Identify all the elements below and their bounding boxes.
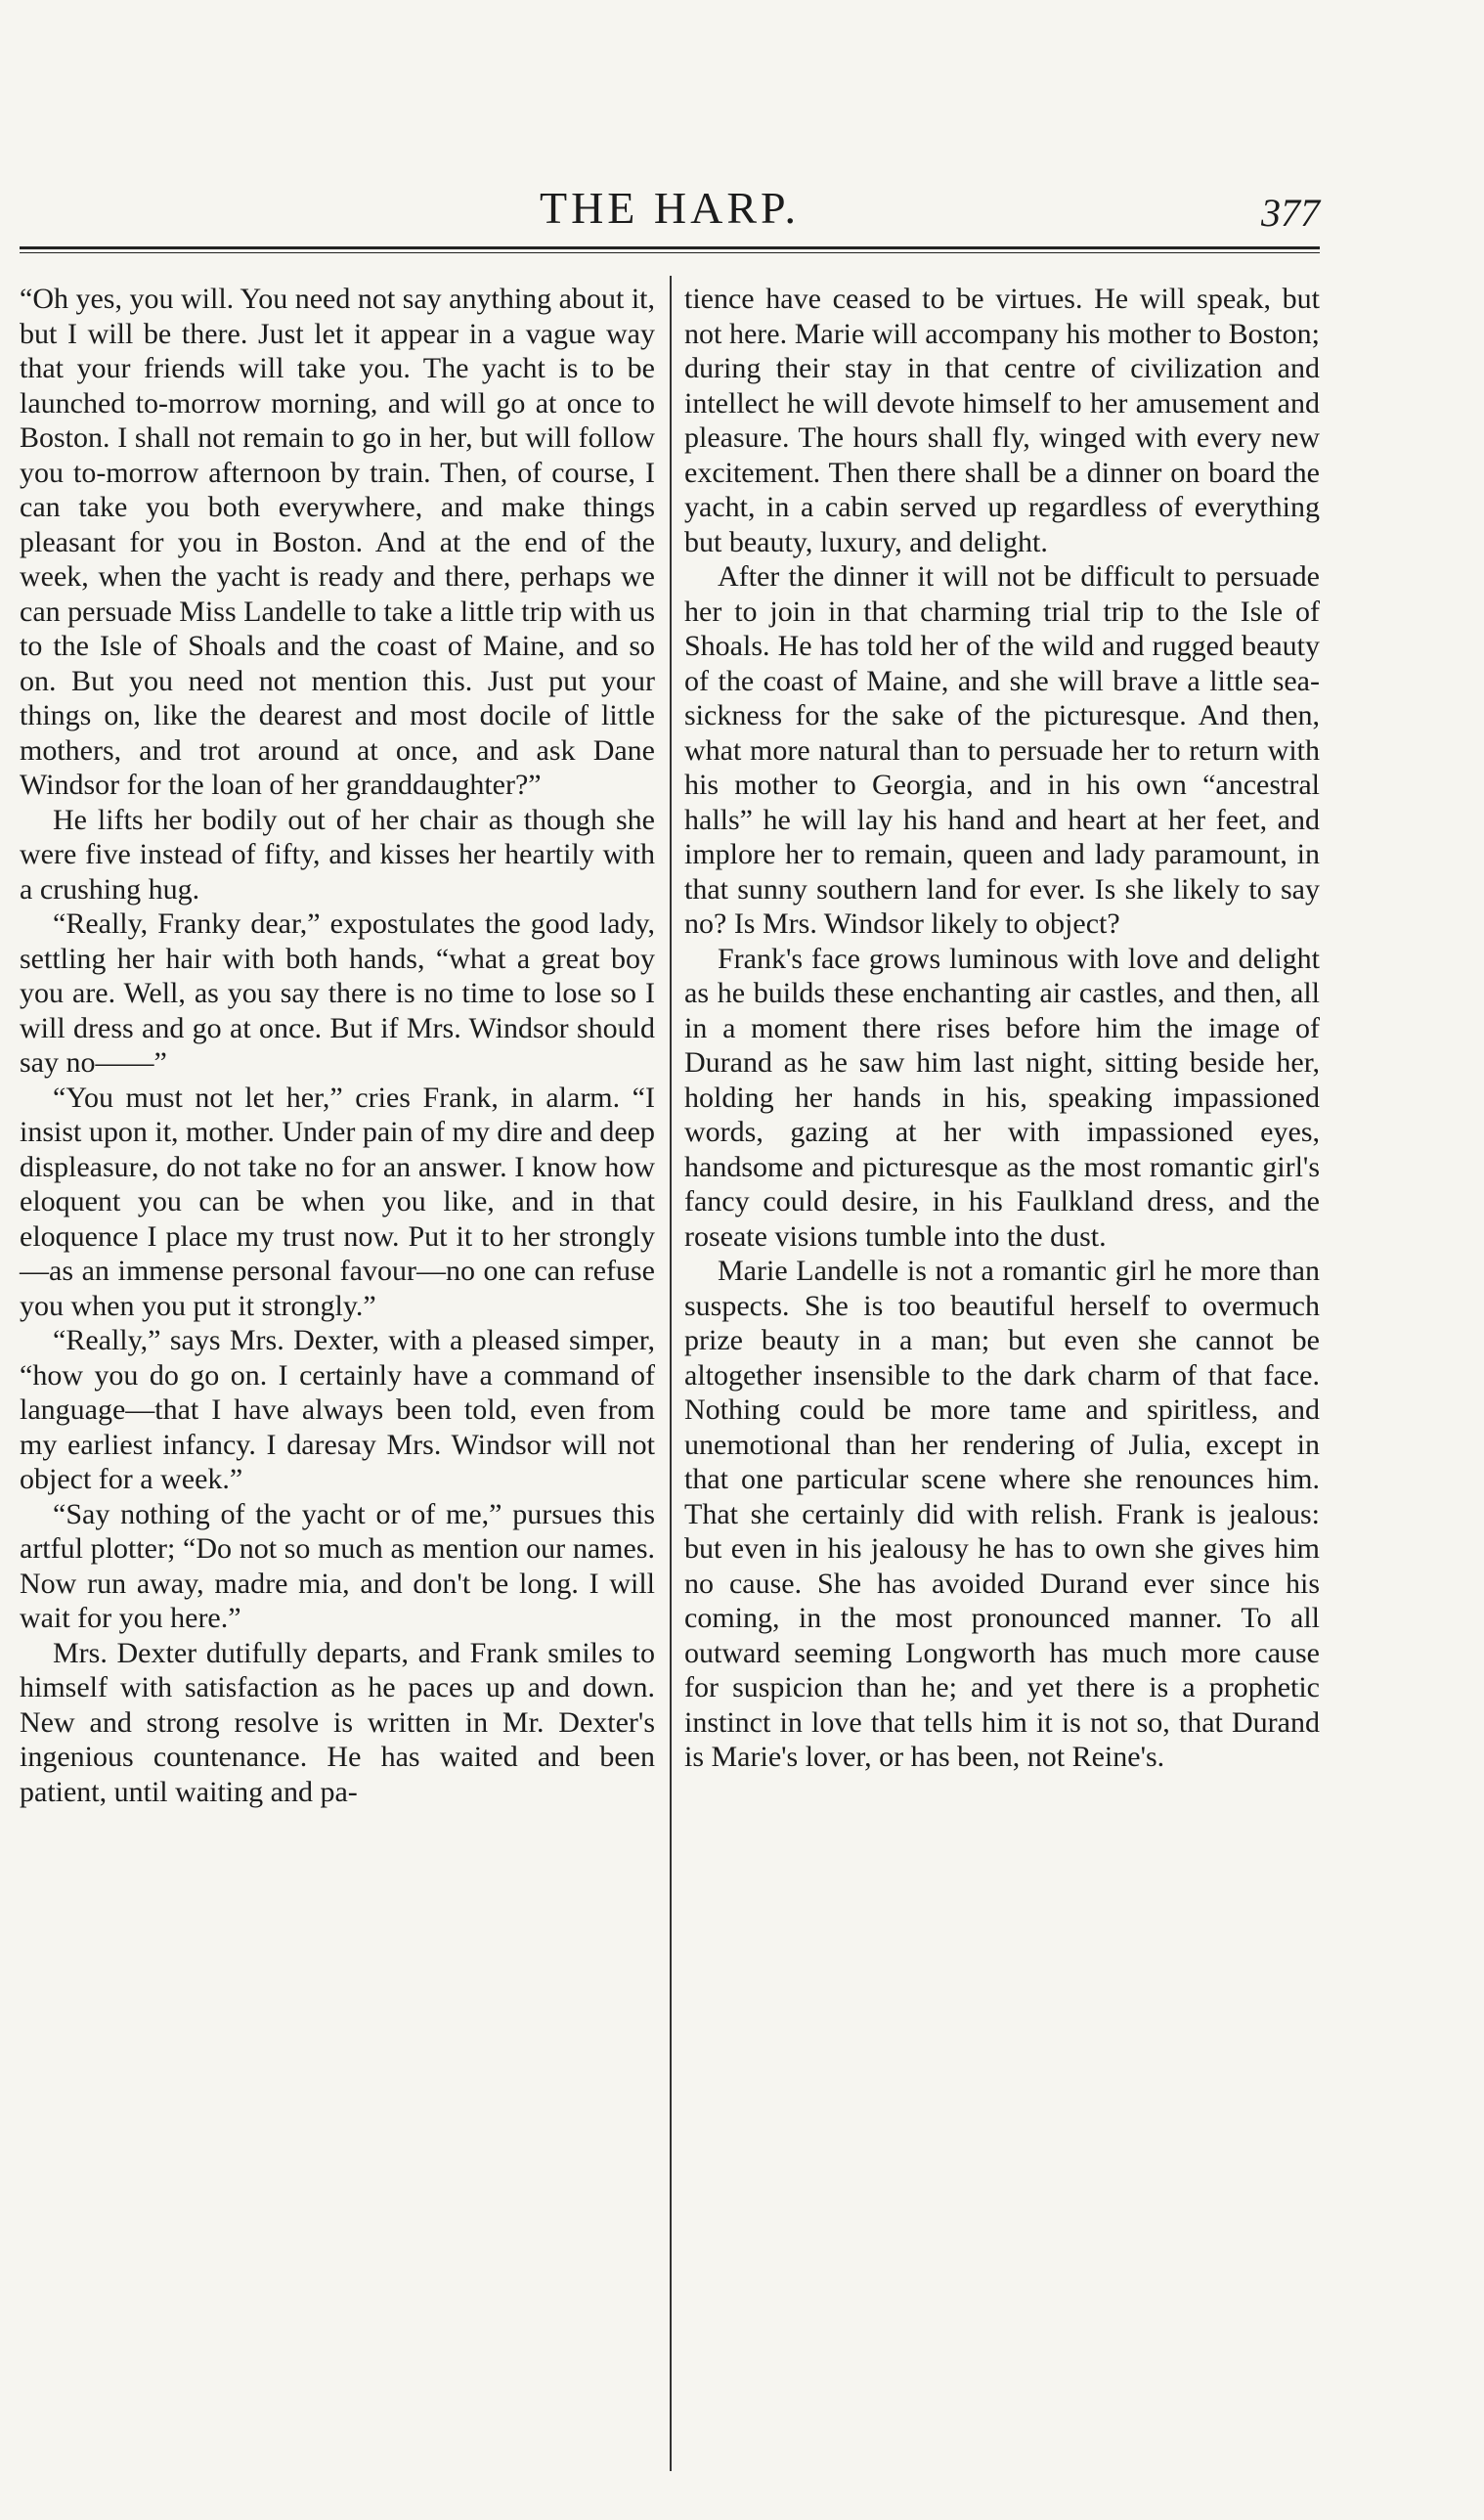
page-header — [20, 176, 1320, 244]
paragraph: Mrs. Dexter dutifully departs, and Frank smiles to himself with satisfaction as he paces up and down. New and strong resolve is written in Mr. Dexter's ingenious countenance. He has waited and been patient, until waiting and pa- — [20, 1636, 655, 1808]
paragraph: He lifts her bodily out of her chair as though she were five instead of fifty, and kisses her heartily with a crushing hug. — [20, 803, 655, 906]
right-column — [684, 282, 1320, 1775]
paragraph: “Really, Franky dear,” expostulates the good lady, settling her hair with both hands, “what a great boy you are. Well, as you say there is no time to lose so I will dress and go at once. But if Mrs. Windsor should say no——” — [20, 907, 655, 1079]
paragraph: “You must not let her,” cries Frank, in alarm. “I insist upon it, mother. Under pain of my dire and deep displeasure, do not take no for an answer. I know how eloquent you can be when you like, and in that eloquence I place my trust now. Put it to her strongly—as an immense personal favour—no one can refuse you when you put it strongly.” — [20, 1081, 655, 1322]
left-column — [20, 282, 655, 1809]
page-number: 377 — [1261, 191, 1320, 235]
paragraph: “Oh yes, you will. You need not say anything about it, but I will be there. Just let it appear in a vague way that your friends will take you. The yacht is to be launched to-morrow morning, and will go at once to Boston. I shall not remain to go in her, but will follow you to-morrow afternoon by train. Then, of course, I can take you both everywhere, and make things pleasant for you in Boston. And at the end of the week, when the yacht is ready and there, perhaps we can persuade Miss Landelle to take a little trip with us to the Isle of Shoals and the coast of Maine, and so on. But you need not mention this. Just put your things on, like the dearest and most docile of little mothers, and trot around at once, and ask Dane Windsor for the loan of her granddaughter?” — [20, 283, 655, 801]
paragraph: Frank's face grows luminous with love and delight as he builds these enchanting air castles, and then, all in a moment there rises before him the image of Durand as he saw him last night, sitting beside her, holding her hands in his, speaking impassioned words, gazing at her with impassioned eyes, handsome and picturesque as the most romantic girl's fancy could desire, in his Faulkland dress, and the roseate visions tumble into the dust. — [684, 942, 1320, 1253]
paragraph: Marie Landelle is not a romantic girl he more than suspects. She is too beautiful herself to overmuch prize beauty in a man; but even she cannot be altogether insensible to the dark charm of that face. Nothing could be more tame and spiritless, and unemotional than her rendering of Julia, except in that one particular scene where she renounces him. That she certainly did with relish. Frank is jealous: but even in his jealousy he has to own she gives him no cause. She has avoided Durand ever since his coming, in the most pronounced manner. To all outward seeming Longworth has much more cause for suspicion than he; and yet there is a prophetic instinct in love that tells him it is not so, that Durand is Marie's lover, or has been, not Reine's. — [684, 1255, 1320, 1773]
paragraph: tience have ceased to be virtues. He will speak, but not here. Marie will accompany his mother to Boston; during their stay in that centre of civilization and intellect he will devote himself to her amusement and pleasure. The hours shall fly, winged with every new excitement. Then there shall be a dinner on board the yacht, in a cabin served up regardless of everything but beauty, luxury, and delight. — [684, 283, 1320, 558]
column-divider — [670, 276, 672, 2471]
header-rule — [20, 246, 1320, 253]
paragraph: After the dinner it will not be difficult to persuade her to join in that charming trial trip to the Isle of Shoals. He has told her of the wild and rugged beauty of the coast of Maine, and she will brave a little sea-sickness for the sake of the picturesque. And then, what more natural than to persuade her to return with his mother to Georgia, and in his own “ancestral halls” he will lay his hand and heart at her feet, and implore her to remain, queen and lady paramount, in that sunny southern land for ever. Is she likely to say no? Is Mrs. Windsor likely to object? — [684, 560, 1320, 940]
paragraph: “Say nothing of the yacht or of me,” pursues this artful plotter; “Do not so much as mention our names. Now run away, madre mia, and don't be long. I will wait for you here.” — [20, 1497, 655, 1634]
page-title: THE HARP. — [539, 183, 801, 233]
paragraph: “Really,” says Mrs. Dexter, with a pleased simper, “how you do go on. I certainly have a command of language—that I have always been told, even from my earliest infancy. I daresay Mrs. Windsor will not object for a week.” — [20, 1324, 655, 1495]
